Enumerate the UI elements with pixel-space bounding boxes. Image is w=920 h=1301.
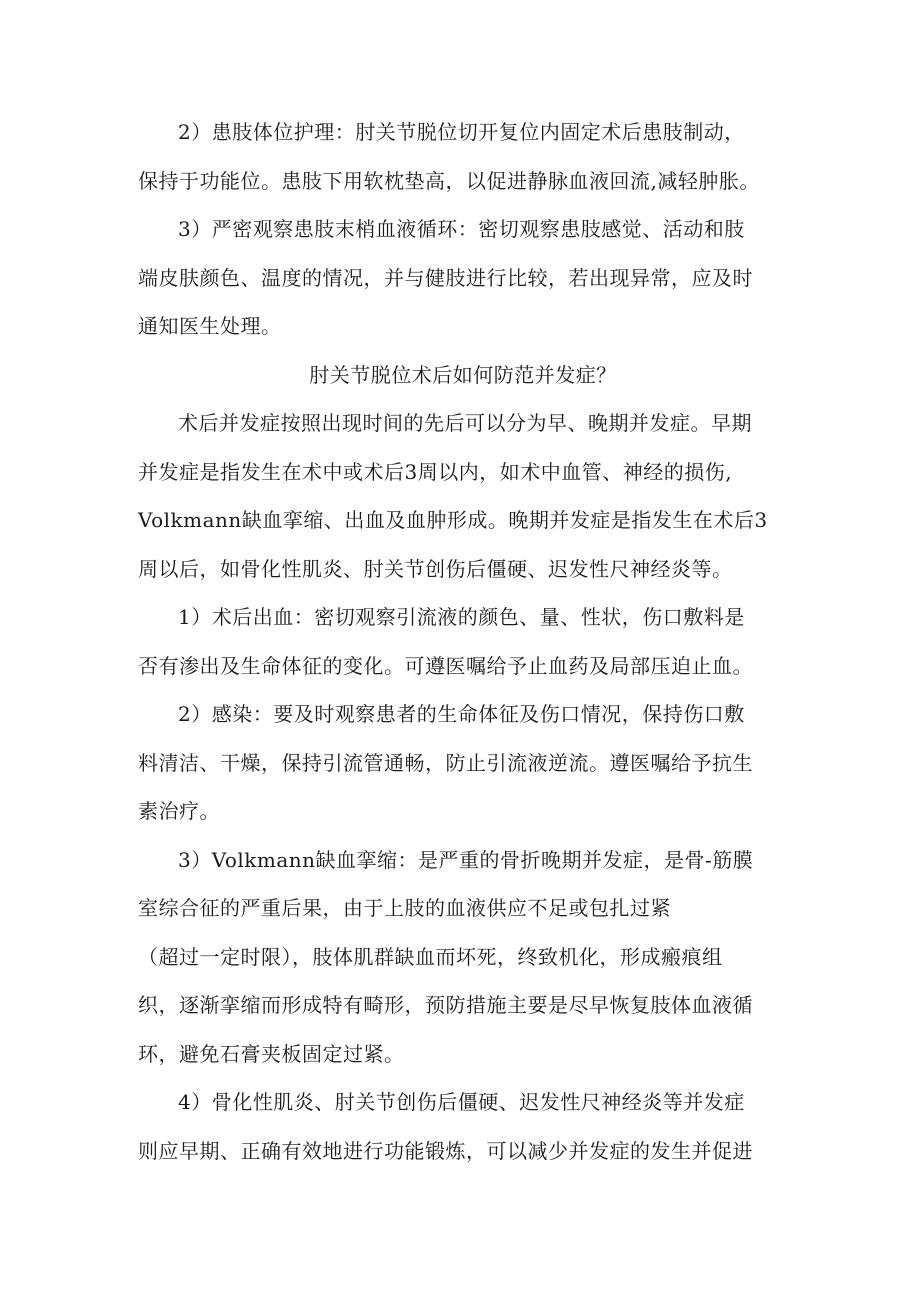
paragraph-line: 4）骨化性肌炎、肘关节创伤后僵硬、迟发性尺神经炎等并发症 [178,1090,745,1114]
paragraph-line: 术后并发症按照出现时间的先后可以分为早、晚期并发症。早期 [178,411,752,435]
paragraph-line: 则应早期、正确有效地进行功能锻炼，可以减少并发症的发生并促进 [138,1138,753,1163]
paragraph-line: 并发症是指发生在术中或术后3周以内，如术中血管、神经的损伤, [138,459,733,484]
paragraph-line: （超过一定时限），肢体肌群缺血而坏死，终致机化，形成瘢痕组 [138,944,723,969]
paragraph-line: 料清洁、干燥，保持引流管通畅，防止引流液逆流。遵医嘱给予抗生 [138,750,753,775]
paragraph-line: 环，避免石膏夹板固定过紧。 [138,1041,405,1066]
paragraph-line: 织，逐渐挛缩而形成特有畸形，预防措施主要是尽早恢复肢体血液循 [138,993,753,1017]
paragraph-line: 2）患肢体位护理：肘关节脱位切开复位内固定术后患肢制动， [178,120,745,144]
paragraph-line: 否有渗出及生命体征的变化。可遵医嘱给予止血药及局部压迫止血。 [138,653,753,678]
paragraph-line: 周以后，如骨化性肌炎、肘关节创伤后僵硬、迟发性尺神经炎等。 [138,556,733,581]
paragraph-line: 通知医生处理。 [138,314,282,338]
paragraph-line: 3）严密观察患肢末梢血液循环：密切观察患肢感觉、活动和肢 [178,217,745,241]
paragraph-line: 保持于功能位。患肢下用软枕垫高，以促进静脉血液回流,减轻肿胀。 [138,168,760,193]
paragraph-line: Volkmann缺血挛缩、出血及血肿形成。晚期并发症是指发生在术后3 [138,508,768,532]
paragraph-line: 室综合征的严重后果，由于上肢的血液供应不足或包扎过紧 [138,896,671,920]
paragraph-line: 端皮肤颜色、温度的情况，并与健肢进行比较，若出现异常，应及时 [138,265,753,290]
section-heading: 肘关节脱位术后如何防范并发症？ [309,362,617,387]
paragraph-line: 1）术后出血：密切观察引流液的颜色、量、性状，伤口敷料是 [178,605,745,629]
paragraph-line: 3）Volkmann缺血挛缩：是严重的骨折晚期并发症，是骨-筋膜 [178,847,754,872]
paragraph-line: 素治疗。 [138,799,220,823]
paragraph-line: 2）感染：要及时观察患者的生命体征及伤口情况，保持伤口敷 [178,702,745,726]
document-body [138,108,788,1175]
